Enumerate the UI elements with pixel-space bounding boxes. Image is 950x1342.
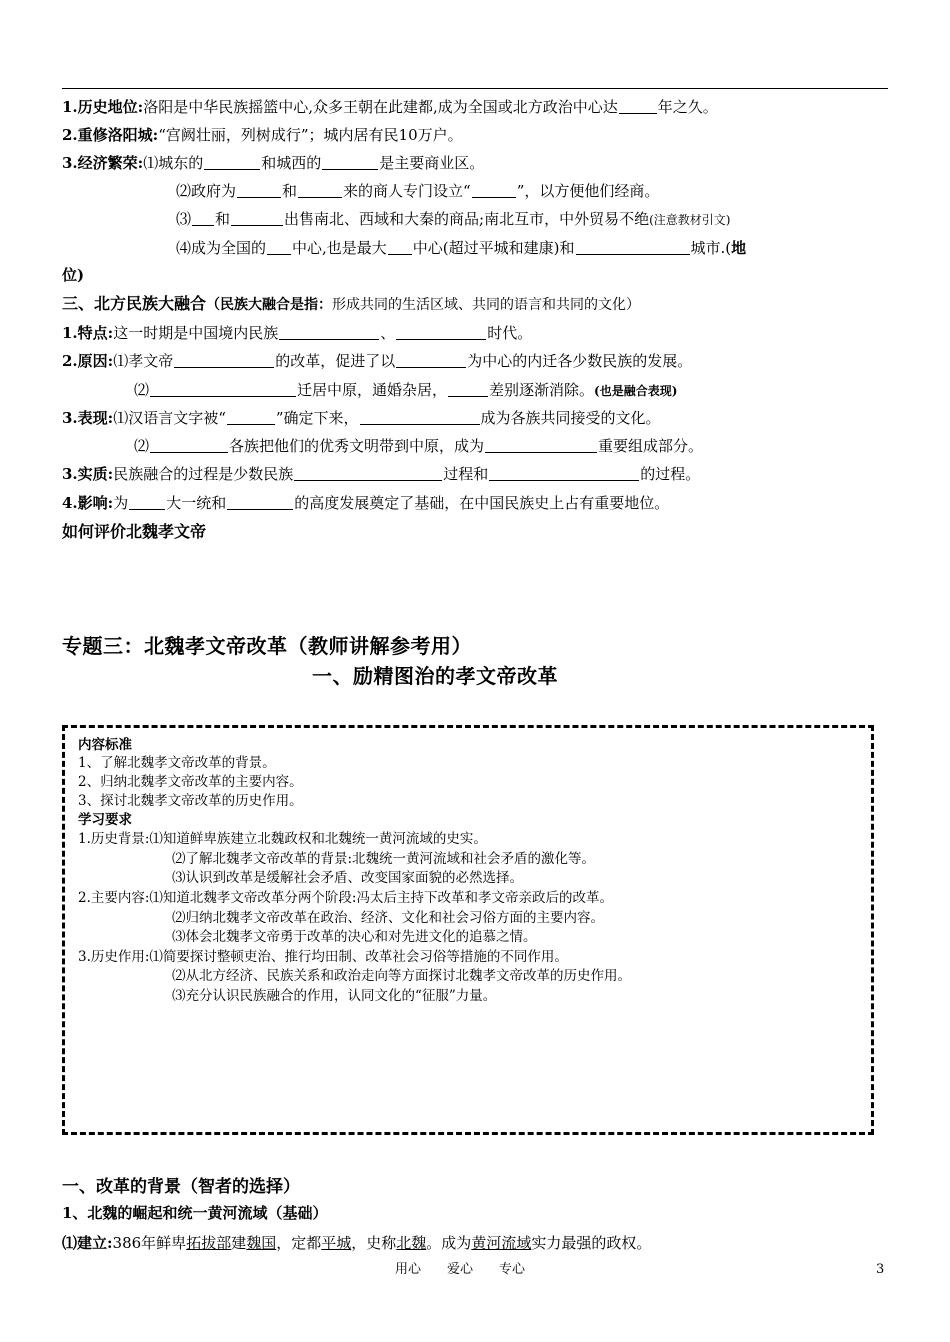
footer-motto: 用心 爱心 专心 xyxy=(395,1262,526,1277)
learning-requirements-heading: 学习要求 xyxy=(78,812,132,828)
fill-blank[interactable] xyxy=(472,183,516,198)
fill-blank[interactable] xyxy=(129,495,165,510)
requirement-item: ⑶体会北魏孝文帝勇于改革的决心和对先进文化的追慕之情。 xyxy=(172,929,537,945)
standard-item: 1、了解北魏孝文帝改革的背景。 xyxy=(78,755,276,771)
fill-blank[interactable] xyxy=(174,353,274,368)
fill-blank[interactable] xyxy=(448,382,488,397)
requirement-item: ⑵了解北魏孝文帝改革的背景:北魏统一黄河流域和社会矛盾的激化等。 xyxy=(172,851,596,867)
line-economy-2: ⑵政府为 和 来的商人专门设立“ ”，以方便他们经商。 xyxy=(176,182,660,200)
line-expression-1: 3.表现:⑴汉语言文字被“ ”确定下来， 成为各族共同接受的文化。 xyxy=(62,409,661,427)
requirement-item: ⑶充分认识民族融合的作用，认同文化的“征服”力量。 xyxy=(172,988,497,1004)
standard-item: 2、归纳北魏孝文帝改革的主要内容。 xyxy=(78,774,303,790)
requirement-item: 2.主要内容:⑴知道北魏孝文帝改革分两个阶段:冯太后主持下改革和孝文帝亲政后的改革。 xyxy=(78,890,613,906)
fill-blank[interactable] xyxy=(489,466,639,481)
content-standard-heading: 内容标准 xyxy=(78,737,132,753)
line-essence: 3.实质:民族融合的过程是少数民族 过程和 的过程。 xyxy=(62,465,701,483)
line-economy-4: ⑷成为全国的 中心,也是最大 中心(超过平城和建康)和 城市.(地 xyxy=(176,239,747,257)
fill-blank[interactable] xyxy=(485,438,597,453)
fill-blank[interactable] xyxy=(227,410,275,425)
line-rebuild-luoyang: 2.重修洛阳城:“宫阙壮丽，列树成行”；城内居有民10万户。 xyxy=(62,126,463,144)
fill-blank[interactable] xyxy=(237,183,281,198)
requirement-item: ⑵从北方经济、民族关系和政治走向等方面探讨北魏孝文帝改革的历史作用。 xyxy=(172,968,631,984)
header-rule xyxy=(62,88,888,89)
line-feature: 1.特点:这一时期是中国境内民族 、 时代。 xyxy=(62,324,533,342)
requirement-item: 3.历史作用:⑴简要探讨整顿吏治、推行均田制、改革社会习俗等措施的不同作用。 xyxy=(78,949,568,965)
line-establishment: ⑴建立:386年鲜卑拓拔部建魏国，定都平城，史称北魏。成为黄河流域实力最强的政权。 xyxy=(62,1234,652,1252)
fill-blank[interactable] xyxy=(150,438,228,453)
topic-title: 专题三：北魏孝文帝改革（教师讲解参考用） xyxy=(62,634,472,658)
line-cause-1: 2.原因:⑴孝文帝 的改革，促进了以 为中心的内迁各少数民族的发展。 xyxy=(62,352,693,370)
requirement-item: 1.历史背景:⑴知道鲜卑族建立北魏政权和北魏统一黄河流域的史实。 xyxy=(78,831,487,847)
fill-blank[interactable] xyxy=(294,466,442,481)
line-status-end: 位) xyxy=(62,266,85,284)
line-influence: 4.影响:为 大一统和 的高度发展奠定了基础，在中国民族史上占有重要地位。 xyxy=(62,494,670,512)
line-expression-2: ⑵ 各族把他们的优秀文明带到中原，成为 重要组成部分。 xyxy=(134,437,704,455)
fill-blank[interactable] xyxy=(619,99,657,114)
fill-blank[interactable] xyxy=(192,211,214,226)
line-economy-3: ⑶ 和 出售南北、西域和大秦的商品;南北互市，中外贸易不绝(注意教材引文) xyxy=(176,210,731,228)
fill-blank[interactable] xyxy=(279,325,379,340)
fill-blank[interactable] xyxy=(396,353,466,368)
topic-subtitle: 一、励精图治的孝文帝改革 xyxy=(312,664,558,688)
fill-blank[interactable] xyxy=(227,495,293,510)
requirement-item: ⑵归纳北魏孝文帝改革在政治、经济、文化和社会习俗方面的主要内容。 xyxy=(172,910,604,926)
standard-item: 3、探讨北魏孝文帝改革的历史作用。 xyxy=(78,793,303,809)
subsection-heading: 1、北魏的崛起和统一黄河流域（基础） xyxy=(62,1204,328,1222)
page-number: 3 xyxy=(876,1262,885,1277)
evaluate-heading: 如何评价北魏孝文帝 xyxy=(62,522,207,541)
fill-blank[interactable] xyxy=(267,240,291,255)
fill-blank[interactable] xyxy=(576,240,690,255)
fill-blank[interactable] xyxy=(204,155,260,170)
section-heading: 三、北方民族大融合（民族大融合是指：形成共同的生活区域、共同的语言和共同的文化） xyxy=(62,294,641,313)
fill-blank[interactable] xyxy=(322,155,378,170)
section-heading-background: 一、改革的背景（智者的选择） xyxy=(62,1177,300,1197)
fill-blank[interactable] xyxy=(360,410,480,425)
line-economy: 3.经济繁荣:⑴城东的 和城西的 是主要商业区。 xyxy=(62,154,485,172)
fill-blank[interactable] xyxy=(396,325,486,340)
line-history-status: 1.历史地位:洛阳是中华民族摇篮中心,众多王朝在此建都,成为全国或北方政治中心达 年之久。 xyxy=(62,98,718,116)
fill-blank[interactable] xyxy=(231,211,283,226)
line-cause-2: ⑵ 迁居中原，通婚杂居， 差别逐渐消除。(也是融合表现) xyxy=(134,381,678,399)
requirement-item: ⑶认识到改革是缓解社会矛盾、改变国家面貌的必然选择。 xyxy=(172,870,523,886)
fill-blank[interactable] xyxy=(388,240,412,255)
fill-blank[interactable] xyxy=(150,382,296,397)
fill-blank[interactable] xyxy=(298,183,342,198)
